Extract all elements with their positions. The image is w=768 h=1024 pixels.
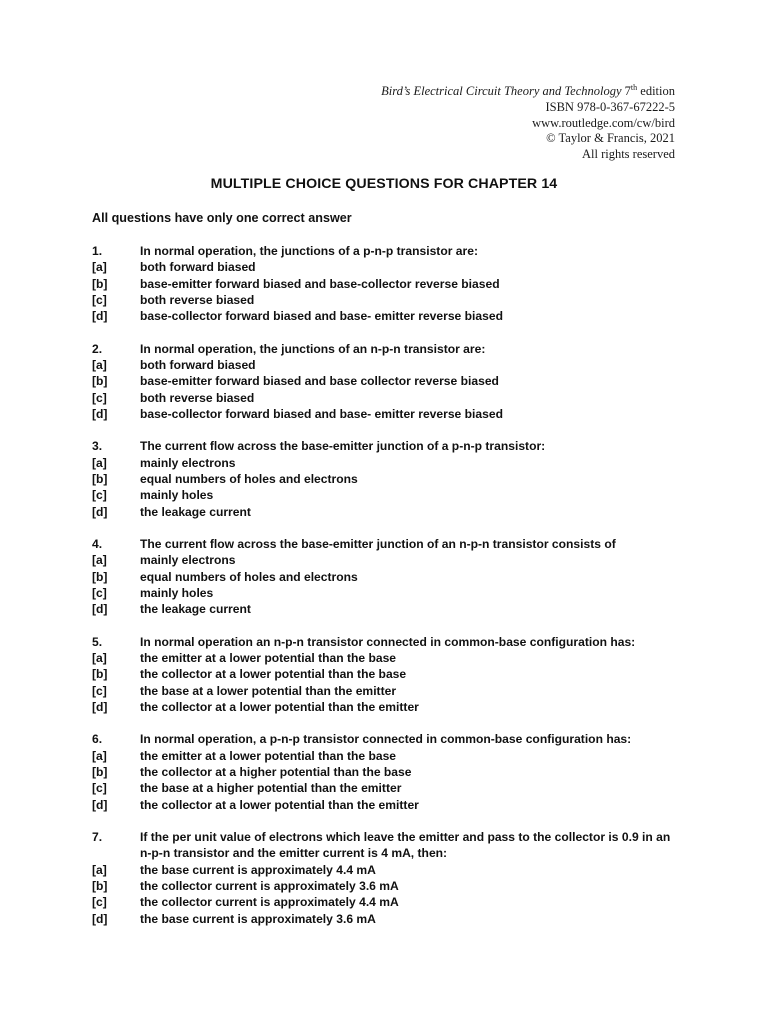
answer-option [92, 259, 692, 275]
question-text: If the per unit value of electrons which leave the emitter and pass to the collector is 0.9 in an [140, 830, 671, 845]
option-label: [b] [92, 878, 108, 893]
option-label: [c] [92, 390, 107, 405]
question-text: In normal operation, a p-n-p transistor connected in common-base configuration has: [140, 732, 632, 747]
book-title-line [381, 84, 675, 100]
option-label: [b] [92, 471, 108, 486]
option-label: [a] [92, 455, 107, 470]
option-label: [a] [92, 650, 107, 665]
option-text: base-collector forward biased and base- emitter reverse biased [140, 406, 503, 421]
instruction-text: All questions have only one correct answer [92, 211, 352, 225]
answer-option [92, 683, 692, 699]
question-stem [92, 536, 692, 552]
option-label: [d] [92, 504, 108, 519]
question-item [92, 731, 692, 812]
answer-option [92, 373, 692, 389]
question-text: The current flow across the base-emitter junction of a p-n-p transistor: [140, 439, 546, 454]
option-text: the collector at a lower potential than the emitter [140, 797, 419, 812]
page-title: MULTIPLE CHOICE QUESTIONS FOR CHAPTER 14 [210, 176, 558, 192]
option-text: mainly holes [140, 488, 214, 503]
option-text: the collector current is approximately 4.4 mA [140, 895, 399, 910]
question-item [92, 341, 692, 422]
option-text: the base current is approximately 3.6 mA [140, 911, 376, 926]
copyright: © Taylor & Francis, 2021 [546, 131, 675, 146]
answer-option [92, 292, 692, 308]
option-label: [d] [92, 699, 108, 714]
question-item [92, 536, 692, 617]
question-text: In normal operation, the junctions of a p-n-p transistor are: [140, 244, 478, 258]
answer-option [92, 911, 692, 927]
answer-option [92, 357, 692, 373]
question-number: 7. [92, 830, 103, 845]
option-label: [c] [92, 895, 107, 910]
answer-option [92, 650, 692, 666]
option-label: [b] [92, 667, 108, 682]
option-label: [d] [92, 797, 108, 812]
question-text: n-p-n transistor and the emitter current is 4 mA, then: [140, 846, 448, 861]
question-text: In normal operation an n-p-n transistor connected in common-base configuration has: [140, 634, 636, 649]
option-text: the collector current is approximately 3.6 mA [140, 878, 399, 893]
answer-option [92, 308, 692, 324]
answer-option [92, 797, 692, 813]
question-item [92, 829, 692, 927]
answer-option [92, 862, 692, 878]
answer-option [92, 601, 692, 617]
option-text: both reverse biased [140, 292, 255, 307]
option-label: [c] [92, 292, 107, 307]
option-label: [c] [92, 488, 107, 503]
option-label: [d] [92, 602, 108, 617]
answer-option [92, 894, 692, 910]
edition-number: 7 [624, 84, 631, 98]
isbn: ISBN 978-0-367-67222-5 [545, 99, 675, 114]
option-text: mainly electrons [140, 455, 236, 470]
option-text: the collector at a higher potential than the base [140, 764, 412, 779]
option-label: [c] [92, 781, 107, 796]
option-text: the collector at a lower potential than the base [140, 667, 407, 682]
edition-suffix: th [630, 83, 638, 92]
option-label: [b] [92, 374, 108, 389]
answer-option [92, 699, 692, 715]
option-label: [a] [92, 260, 107, 275]
answer-option [92, 552, 692, 568]
option-label: [b] [92, 276, 108, 291]
option-text: the leakage current [140, 602, 251, 617]
question-stem [92, 341, 692, 357]
question-number: 1. [92, 244, 103, 258]
answer-option [92, 585, 692, 601]
option-text: the base current is approximately 4.4 mA [140, 862, 376, 877]
answer-option [92, 455, 692, 471]
option-text: equal numbers of holes and electrons [140, 569, 358, 584]
option-label: [d] [92, 406, 108, 421]
option-text: the leakage current [140, 504, 251, 519]
option-text: the base at a lower potential than the emitter [140, 683, 397, 698]
answer-option [92, 390, 692, 406]
option-text: the collector at a lower potential than the emitter [140, 699, 419, 714]
option-label: [b] [92, 569, 108, 584]
option-text: both reverse biased [140, 390, 255, 405]
answer-option [92, 487, 692, 503]
website-url: www.routledge.com/cw/bird [532, 115, 675, 130]
answer-option [92, 471, 692, 487]
answer-option [92, 276, 692, 292]
option-label: [d] [92, 309, 108, 324]
answer-option [92, 504, 692, 520]
option-text: base-emitter forward biased and base-collector reverse biased [140, 276, 500, 291]
question-number: 6. [92, 732, 103, 747]
option-label: [d] [92, 911, 108, 926]
option-text: the emitter at a lower potential than the base [140, 748, 397, 763]
option-text: the emitter at a lower potential than the base [140, 650, 397, 665]
answer-option [92, 406, 692, 422]
option-label: [b] [92, 764, 108, 779]
question-number: 5. [92, 634, 103, 649]
option-label: [a] [92, 553, 107, 568]
answer-option [92, 780, 692, 796]
answer-option [92, 878, 692, 894]
question-number: 4. [92, 537, 103, 552]
edition-word: edition [637, 84, 675, 98]
rights-notice: All rights reserved [581, 147, 675, 162]
question-stem [92, 634, 692, 650]
option-text: mainly electrons [140, 553, 236, 568]
option-text: base-emitter forward biased and base collector reverse biased [140, 374, 499, 389]
answer-option [92, 569, 692, 585]
book-header [381, 84, 675, 163]
option-label: [a] [92, 357, 107, 372]
question-number: 3. [92, 439, 103, 454]
question-item [92, 634, 692, 715]
question-text: The current flow across the base-emitter junction of an n-p-n transistor consists of [140, 537, 616, 552]
option-label: [a] [92, 862, 107, 877]
option-text: both forward biased [140, 357, 256, 372]
option-label: [c] [92, 683, 107, 698]
question-number [92, 845, 140, 861]
option-text: base-collector forward biased and base- emitter reverse biased [140, 309, 503, 324]
question-item [92, 438, 692, 519]
answer-option [92, 748, 692, 764]
question-item [92, 243, 692, 324]
option-text: the base at a higher potential than the emitter [140, 781, 402, 796]
question-stem [92, 731, 692, 747]
answer-option [92, 666, 692, 682]
question-list [92, 243, 692, 943]
option-text: both forward biased [140, 260, 256, 275]
question-stem [92, 829, 692, 845]
question-stem [92, 243, 692, 259]
question-text: In normal operation, the junctions of an n-p-n transistor are: [140, 341, 486, 356]
book-title: Bird’s Electrical Circuit Theory and Technology [381, 84, 622, 98]
option-label: [c] [92, 585, 107, 600]
option-text: equal numbers of holes and electrons [140, 471, 358, 486]
question-number: 2. [92, 341, 103, 356]
answer-option [92, 764, 692, 780]
question-stem [92, 438, 692, 454]
option-label: [a] [92, 748, 107, 763]
option-text: mainly holes [140, 585, 214, 600]
question-stem-continuation [92, 845, 692, 861]
